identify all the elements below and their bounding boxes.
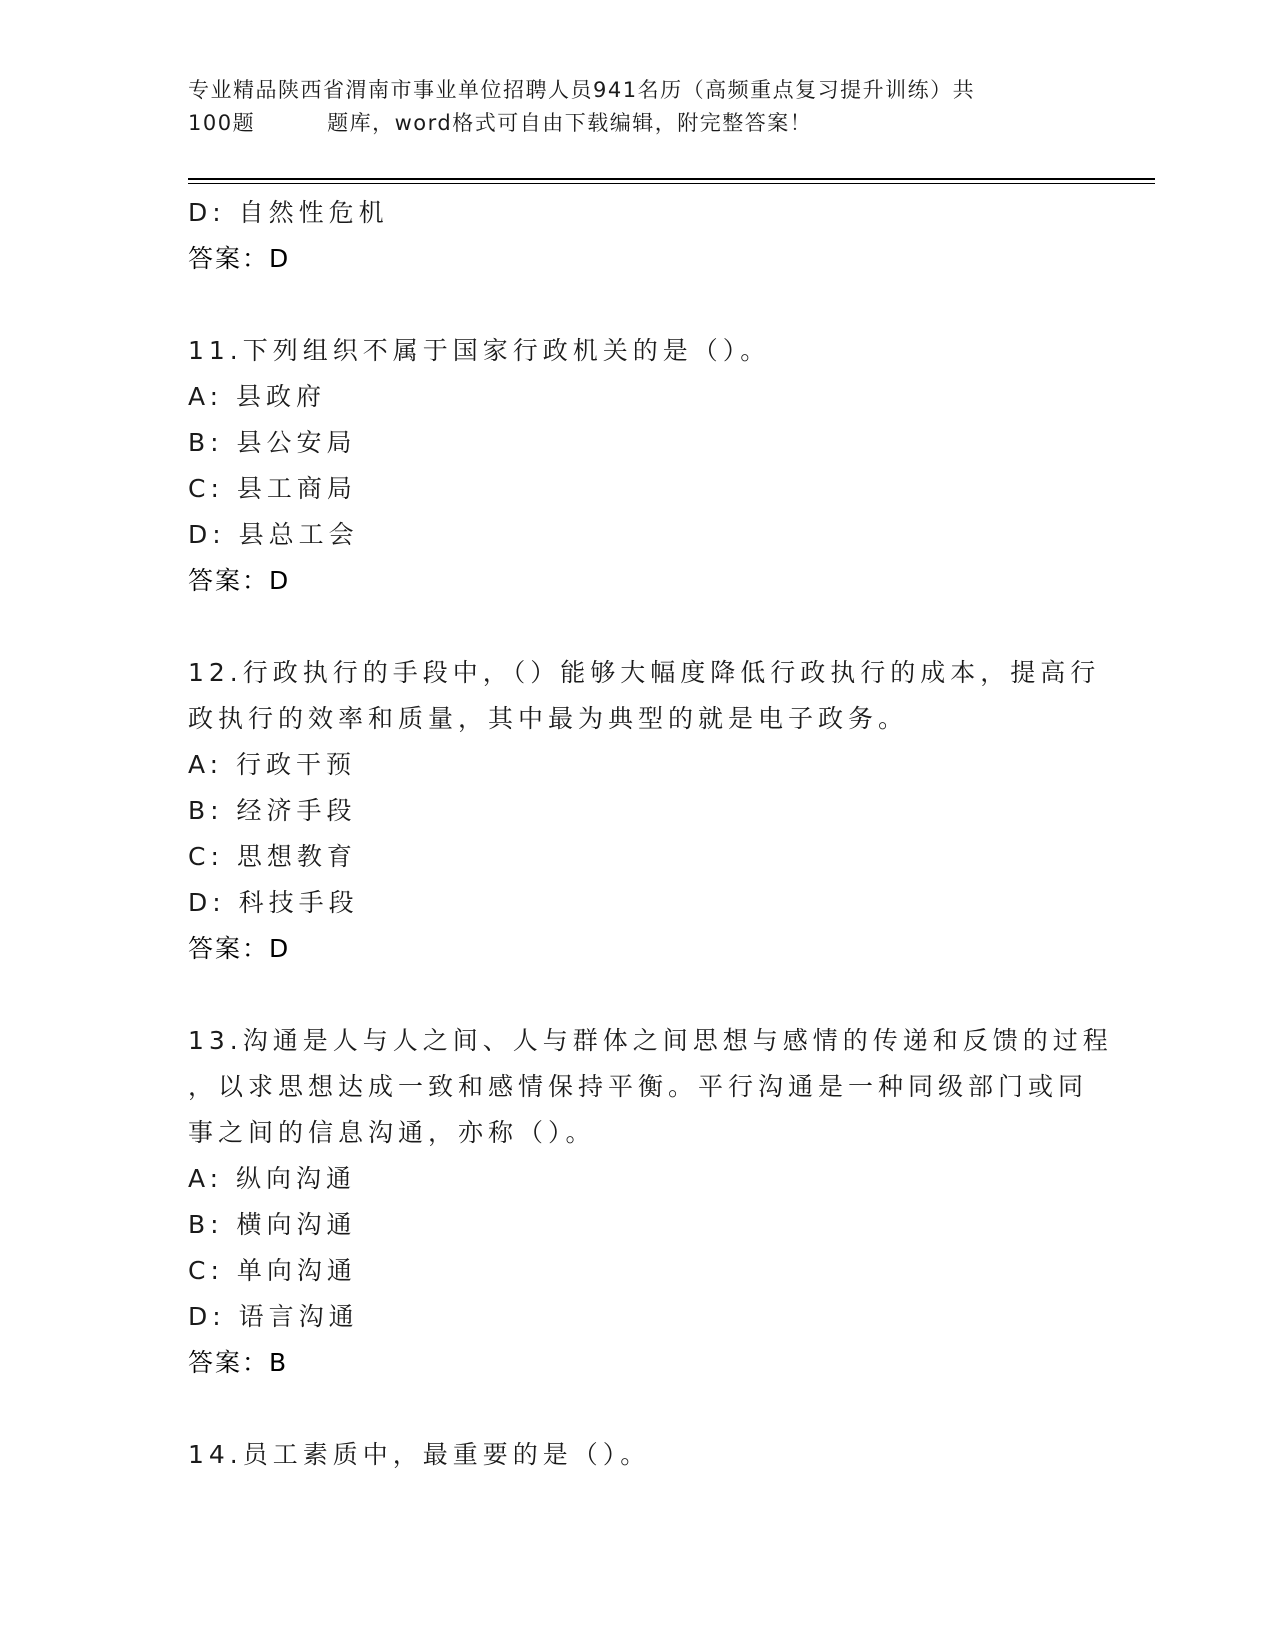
header-divider-thick bbox=[188, 178, 1155, 180]
question-text bbox=[188, 328, 1088, 374]
option-a: A: 行政干预 bbox=[188, 750, 357, 779]
question-text-line: 13.沟通是人与人之间、人与群体之间思想与感情的传递和反馈的过程 bbox=[188, 1026, 1113, 1055]
question-14 bbox=[188, 1432, 1088, 1478]
question-text-line: ，以求思想达成一致和感情保持平衡。平行沟通是一种同级部门或同 bbox=[188, 1072, 1089, 1101]
option-d: D: 县总工会 bbox=[188, 520, 359, 549]
option-b: B: 县公安局 bbox=[188, 428, 357, 457]
option-d: D: 自然性危机 bbox=[188, 198, 389, 227]
option-c: C: 单向沟通 bbox=[188, 1256, 357, 1285]
answer: 答案：D bbox=[188, 934, 291, 963]
question-text bbox=[188, 1018, 1113, 1156]
header-count: 100题 bbox=[188, 111, 256, 135]
question-list bbox=[188, 190, 1113, 1478]
question-text-line: 事之间的信息沟通，亦称（）。 bbox=[188, 1118, 596, 1147]
partial-question bbox=[188, 190, 1088, 282]
answer: 答案：D bbox=[188, 566, 291, 595]
question-12 bbox=[188, 650, 1101, 972]
header-title-line2 bbox=[188, 107, 1088, 140]
option-b: B: 经济手段 bbox=[188, 796, 357, 825]
option-b: B: 横向沟通 bbox=[188, 1210, 357, 1239]
question-text bbox=[188, 650, 1101, 742]
header-title-line1: 专业精品陕西省渭南市事业单位招聘人员941名历（高频重点复习提升训练）共 bbox=[188, 78, 976, 102]
option-a: A: 县政府 bbox=[188, 382, 327, 411]
document-header bbox=[188, 74, 1088, 140]
question-text-line: 政执行的效率和质量，其中最为典型的就是电子政务。 bbox=[188, 704, 909, 733]
question-text-line: 14.员工素质中，最重要的是（）。 bbox=[188, 1440, 651, 1469]
option-c: C: 思想教育 bbox=[188, 842, 357, 871]
answer: 答案：D bbox=[188, 244, 291, 273]
question-text-line: 12.行政执行的手段中，（）能够大幅度降低行政执行的成本，提高行 bbox=[188, 658, 1101, 687]
header-description: 题库，word格式可自由下载编辑，附完整答案！ bbox=[327, 111, 813, 135]
question-text-line: 11.下列组织不属于国家行政机关的是（）。 bbox=[188, 336, 771, 365]
answer: 答案：B bbox=[188, 1348, 289, 1377]
header-divider-thin bbox=[188, 183, 1155, 184]
question-11 bbox=[188, 328, 1088, 604]
option-d: D: 语言沟通 bbox=[188, 1302, 359, 1331]
question-13 bbox=[188, 1018, 1113, 1386]
question-text bbox=[188, 1432, 1088, 1478]
option-d: D: 科技手段 bbox=[188, 888, 359, 917]
option-c: C: 县工商局 bbox=[188, 474, 357, 503]
option-a: A: 纵向沟通 bbox=[188, 1164, 357, 1193]
